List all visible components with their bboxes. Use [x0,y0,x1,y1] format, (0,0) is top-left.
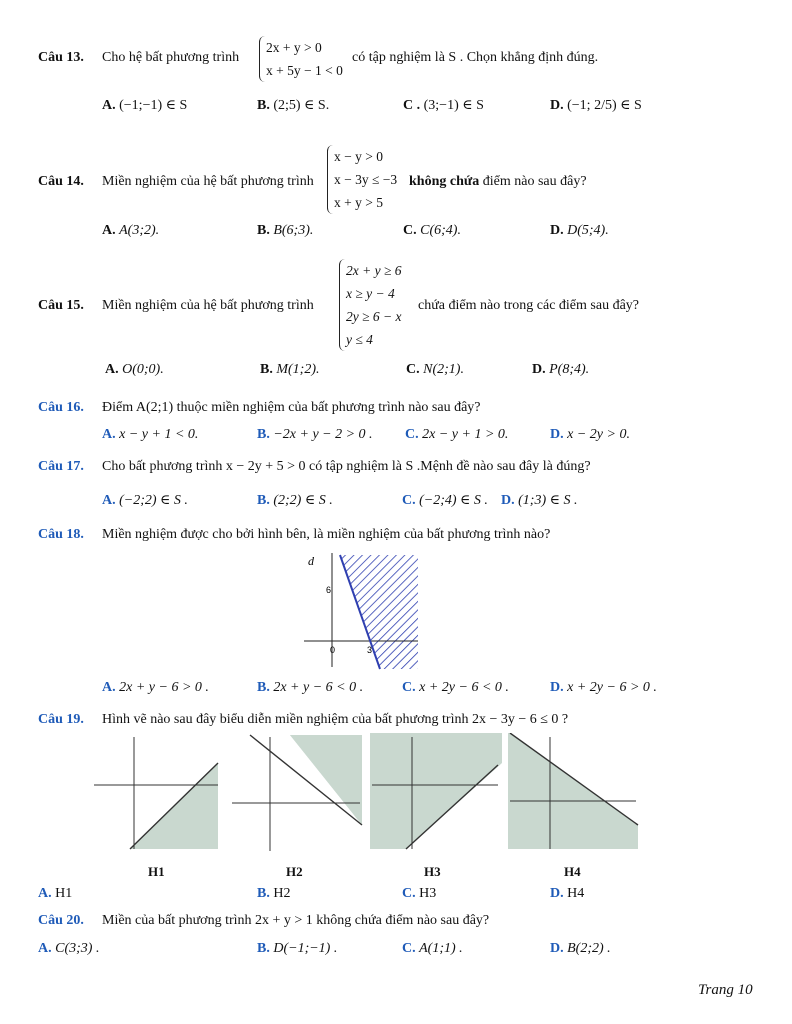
q16-option-d[interactable]: D. x − 2y > 0. [550,427,630,442]
q14-system [327,145,397,214]
q13-option-d[interactable]: D. (−1; 2/5) ∈ S [550,98,642,113]
q14-text-a: Miền nghiệm của hệ bất phương trình [102,174,314,189]
q14-option-d[interactable]: D. D(5;4). [550,223,609,238]
q17-option-b[interactable]: B. (2;2) ∈ S . [257,493,333,508]
q14-option-b[interactable]: B. B(6;3). [257,223,314,238]
q15-option-c[interactable]: C. N(2;1). [406,362,464,377]
q13-option-a[interactable]: A. (−1;−1) ∈ S [102,98,188,113]
q15-sys-line: 2y ≥ 6 − x [346,309,402,324]
q17-option-d[interactable]: D. (1;3) ∈ S . [501,493,578,508]
q17-option-c[interactable]: C. (−2;4) ∈ S . [402,493,488,508]
q19-graph-h4 [508,733,640,853]
q19-label-h2: H2 [286,864,303,879]
q15-option-a[interactable]: A. O(0;0). [105,362,164,377]
q19-option-b[interactable]: B. H2 [257,886,291,901]
q19-option-d[interactable]: D. H4 [550,886,585,901]
q13-system [259,36,343,82]
q13-text-b: có tập nghiệm là S . Chọn khẳng định đúng. [352,50,599,65]
q20-option-b[interactable]: B. D(−1;−1) . [257,941,338,956]
q18-x-tick: 3 [367,645,373,655]
q18-origin: 0 [330,645,336,655]
q13-text-a: Cho hệ bất phương trình [102,50,240,65]
q14-option-c[interactable]: C. C(6;4). [403,223,461,238]
q18-option-b[interactable]: B. 2x + y − 6 < 0 . [257,680,364,695]
q15-number: Câu 15. [38,298,84,313]
q20-option-a[interactable]: A. C(3;3) . [38,941,100,956]
q20-text: Miền của bất phương trình 2x + y > 1 không chứa điểm nào sau đây? [102,913,490,928]
q18-hatched-region [340,555,418,669]
q19-label-h4: H4 [564,864,581,879]
q19-h4-shaded-region [508,733,638,849]
q14-text-b: không chứa điểm nào sau đây? [409,174,587,189]
q13-option-b[interactable]: B. (2;5) ∈ S. [257,98,330,113]
q19-h3-shaded-region [370,733,502,849]
q19-number: Câu 19. [38,712,84,727]
q18-option-a[interactable]: A. 2x + y − 6 > 0 . [102,680,209,695]
q19-h2-shaded-region [290,735,362,825]
q18-text: Miền nghiệm được cho bởi hình bên, là miền nghiệm của bất phương trình nào? [102,527,551,542]
q18-line-label: d [308,554,314,568]
q15-option-b[interactable]: B. M(1;2). [260,362,320,377]
q19-option-c[interactable]: C. H3 [402,886,437,901]
q19-graph-h2 [230,733,364,853]
q19-text: Hình vẽ nào sau đây biểu diễn miền nghiệm của bất phương trình 2x − 3y − 6 ≤ 0 ? [102,712,569,727]
q15-sys-line: x ≥ y − 4 [346,286,395,301]
q13-sys-line: 2x + y > 0 [266,40,322,55]
q15-text-b: chứa điểm nào trong các điểm sau đây? [418,298,639,313]
q13-sys-line: x + 5y − 1 < 0 [266,63,343,78]
q18-number: Câu 18. [38,527,84,542]
page-number: Trang 10 [698,982,753,998]
q16-number: Câu 16. [38,400,84,415]
q19-label-h1: H1 [148,864,165,879]
q16-text: Điểm A(2;1) thuộc miền nghiệm của bất phương trình nào sau đây? [102,400,481,415]
q20-option-c[interactable]: C. A(1;1) . [402,941,463,956]
q14-sys-line: x − 3y ≤ −3 [334,172,398,187]
q17-text: Cho bất phương trình x − 2y + 5 > 0 có tập nghiệm là S .Mệnh đề nào sau đây là đúng? [102,459,591,474]
q18-y-tick: 6 [326,585,332,595]
q15-sys-line: 2x + y ≥ 6 [346,263,402,278]
q19-option-a[interactable]: A. H1 [38,886,73,901]
q20-option-d[interactable]: D. B(2;2) . [550,941,611,956]
q14-sys-line: x − y > 0 [334,149,383,164]
q16-option-b[interactable]: B. −2x + y − 2 > 0 . [257,427,373,442]
q15-sys-line: y ≤ 4 [346,332,373,347]
q15-text-a: Miền nghiệm của hệ bất phương trình [102,298,314,313]
q18-option-c[interactable]: C. x + 2y − 6 < 0 . [402,680,509,695]
q13-option-c[interactable]: C . (3;−1) ∈ S [403,98,484,113]
q17-number: Câu 17. [38,459,84,474]
q16-option-a[interactable]: A. x − y + 1 < 0. [102,427,199,442]
q15-system [339,259,402,351]
q13-number: Câu 13. [38,50,84,65]
q14-option-a[interactable]: A. A(3;2). [102,223,160,238]
q18-graph [300,549,422,671]
q19-label-h3: H3 [424,864,441,879]
q17-option-a[interactable]: A. (−2;2) ∈ S . [102,493,188,508]
q16-option-c[interactable]: C. 2x − y + 1 > 0. [405,427,509,442]
q20-number: Câu 20. [38,913,84,928]
q19-graph-h1 [92,733,222,853]
q14-sys-line: x + y > 5 [334,195,383,210]
q15-option-d[interactable]: D. P(8;4). [532,362,590,377]
q19-graph-h3 [370,733,502,853]
q14-number: Câu 14. [38,174,84,189]
q18-option-d[interactable]: D. x + 2y − 6 > 0 . [550,680,657,695]
